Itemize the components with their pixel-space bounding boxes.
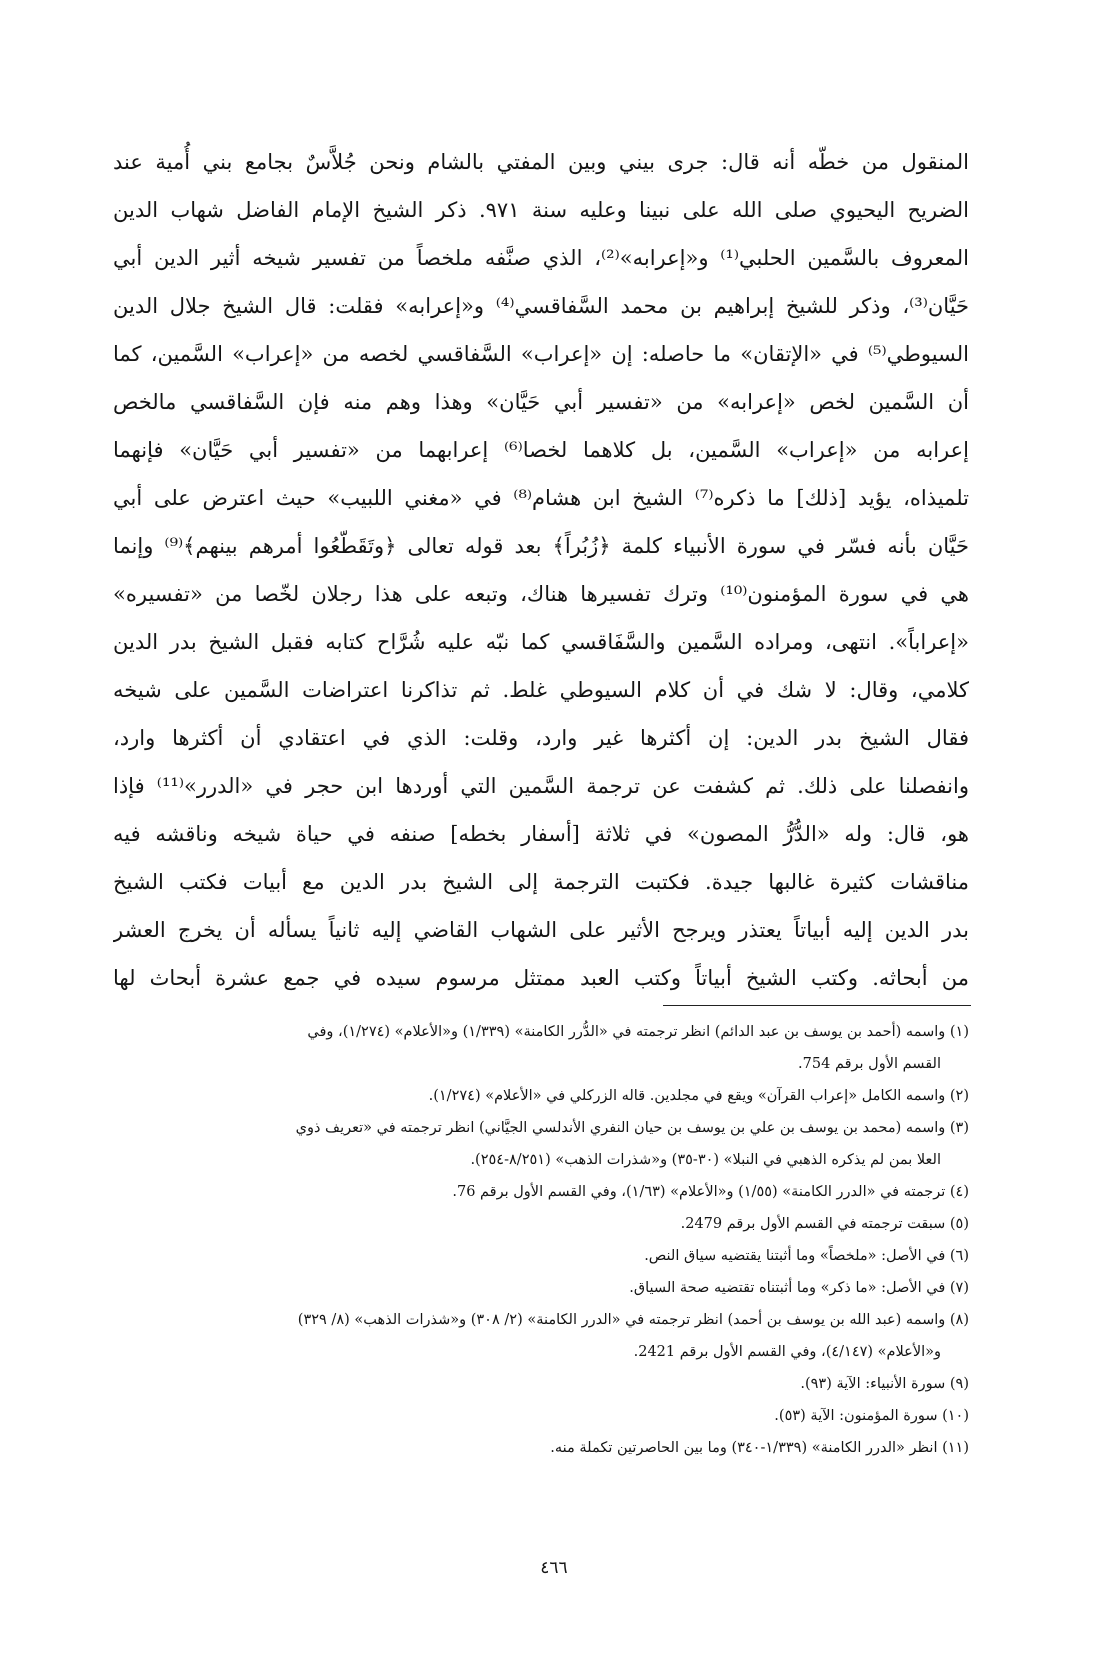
main-text-line: أن السَّمين لخص «إعرابه» من «تفسير أبي حَيَّان» وهذا وهم منه فإن السَّفاقسي مالخص <box>113 390 969 414</box>
main-text-line: هو، قال: وله «الدُّرُّ المصون» في ثلاثة [أسفار بخطه] صنفه في حياة شيخه وناقشه فيه <box>113 822 969 846</box>
main-text-line: من أبحاثه. وكتب الشيخ أبياتاً وكتب العبد ممتثل مرسوم سيده في جمع عشرة أبحاث لها <box>113 966 969 990</box>
footnotes-block <box>113 1016 969 1464</box>
main-text-line: حَيَّان بأنه فسّر في سورة الأنبياء كلمة ﴿زُبُراً﴾ بعد قوله تعالى ﴿وتَقَطّعُوا أمرهم بينهم﴾⁽⁹⁾ وإنما <box>113 534 969 558</box>
footnote-11: (١١) انظر «الدرر الكامنة» (١/٣٣٩-٣٤٠) وما بين الحاصرتين تكملة منه. <box>550 1440 969 1456</box>
footnote-2: (٢) واسمه الكامل «إعراب القرآن» ويقع في مجلدين. قاله الزركلي في «الأعلام» (١/٢٧٤). <box>428 1088 969 1104</box>
main-text-line: مناقشات كثيرة غالبها جيدة. فكتبت الترجمة إلى الشيخ بدر الدين مع أبيات فكتب الشيخ <box>113 870 969 894</box>
footnote-7: (٧) في الأصل: «ما ذكر» وما أثبتناه تقتضيه صحة السياق. <box>629 1280 969 1296</box>
main-text-line: فقال الشيخ بدر الدين: إن أكثرها غير وارد، وقلت: الذي في اعتقادي أن أكثرها وارد، <box>113 726 969 750</box>
footnote-8: (٨) واسمه (عبد الله بن يوسف بن أحمد) انظر ترجمته في «الدرر الكامنة» (٢/ ٣٠٨) و«شذرات الذهب» (٨/ ٣٢٩) <box>297 1312 969 1328</box>
footnote-8-continuation: و«الأعلام» (٤/١٤٧)، وفي القسم الأول برقم 2421. <box>633 1344 941 1360</box>
main-text-line: كلامي، وقال: لا شك في أن كلام السيوطي غلط. ثم تذاكرنا اعتراضات السَّمين على شيخه <box>113 678 969 702</box>
page-number: ٤٦٦ <box>540 1558 568 1578</box>
main-text-line: السيوطي⁽⁵⁾ في «الإتقان» ما حاصله: إن «إعراب» السَّفاقسي لخصه من «إعراب» السَّمين، كما <box>113 342 969 366</box>
main-text-line: وانفصلنا على ذلك. ثم كشفت عن ترجمة السَّمين التي أوردها ابن حجر في «الدرر»⁽¹¹⁾ فإذا <box>113 774 969 798</box>
main-text-line: المنقول من خطّه أنه قال: جرى بيني وبين المفتي بالشام ونحن جُلاَّسٌ بجامع بني أُمية عند <box>113 150 969 174</box>
footnote-3-continuation: العلا بمن لم يذكره الذهبي في النبلا» (٣٠-٣٥) و«شذرات الذهب» (٨/٢٥١-٢٥٤). <box>470 1152 941 1168</box>
footnote-divider <box>663 1005 971 1006</box>
main-text-line: الضريح اليحيوي صلى الله على نبينا وعليه سنة ٩٧١. ذكر الشيخ الإمام الفاضل شهاب الدين <box>113 198 969 222</box>
main-text-line: حَيَّان⁽³⁾، وذكر للشيخ إبراهيم بن محمد السَّفاقسي⁽⁴⁾ و«إعرابه» فقلت: قال الشيخ جلال الدين <box>113 294 969 318</box>
footnote-6: (٦) في الأصل: «ملخصاً» وما أثبتنا يقتضيه سياق النص. <box>644 1248 969 1264</box>
main-text-line: المعروف بالسَّمين الحلبي⁽¹⁾ و«إعرابه»⁽²⁾، الذي صنَّفه ملخصاً من تفسير شيخه أثير الدين أبي <box>113 246 969 270</box>
main-text-line: تلميذاه، يؤيد [ذلك] ما ذكره⁽⁷⁾ الشيخ ابن هشام⁽⁸⁾ في «مغني اللبيب» حيث اعترض على أبي <box>113 486 969 510</box>
footnote-1-continuation: القسم الأول برقم 754. <box>798 1056 941 1072</box>
footnote-10: (١٠) سورة المؤمنون: الآية (٥٣). <box>774 1408 969 1424</box>
footnote-9: (٩) سورة الأنبياء: الآية (٩٣). <box>800 1376 969 1392</box>
main-text-block <box>113 138 969 1002</box>
main-text-line: هي في سورة المؤمنون⁽¹⁰⁾ وترك تفسيرها هناك، وتبعه على هذا رجلان لخّصا من «تفسيره» <box>113 582 969 606</box>
footnote-3: (٣) واسمه (محمد بن يوسف بن علي بن يوسف بن حيان النفري الأندلسي الجيَّاني) انظر ترجمته في «تعريف ذوي <box>295 1120 969 1136</box>
footnote-5: (٥) سبقت ترجمته في القسم الأول برقم 2479. <box>680 1216 969 1232</box>
main-text-line: بدر الدين إليه أبياتاً يعتذر ويرجح الأثير على الشهاب القاضي إليه ثانياً يسأله أن يخرج العشر <box>113 918 969 942</box>
footnote-4: (٤) ترجمته في «الدرر الكامنة» (١/٥٥) و«الأعلام» (١/٦٣)، وفي القسم الأول برقم 76. <box>452 1184 969 1200</box>
main-text-line: «إعراباً». انتهى، ومراده السَّمين والسَّفَاقسي كما نبّه عليه شُرَّاح كتابه فقبل الشيخ بدر الدين <box>113 630 969 654</box>
main-text-line: إعرابه من «إعراب» السَّمين، بل كلاهما لخصا⁽⁶⁾ إعرابهما من «تفسير أبي حَيَّان» فإنهما <box>113 438 969 462</box>
footnote-1: (١) واسمه (أحمد بن يوسف بن عبد الدائم) انظر ترجمته في «الدُّرر الكامنة» (١/٣٣٩) و«الأعلام» (١/٢٧٤)، وفي <box>307 1024 969 1040</box>
